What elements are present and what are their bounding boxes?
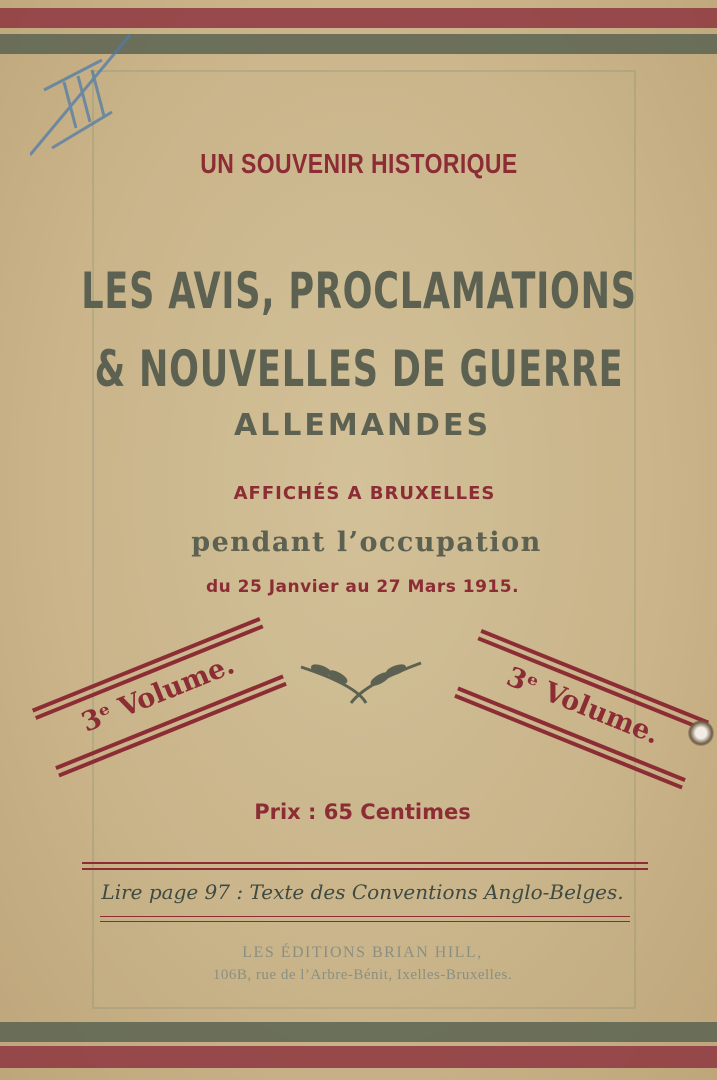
pencil-mark-icon	[30, 30, 140, 160]
rule-top-2	[82, 868, 648, 870]
publisher-name: LES ÉDITIONS BRIAN HILL,	[242, 944, 483, 961]
volume-label-right: 3ᵉ Volume.	[502, 661, 664, 751]
date-range: du 25 Janvier au 27 Mars 1915.	[205, 577, 520, 597]
volume-label-left: 3ᵉ Volume.	[77, 649, 239, 739]
pendant-subtitle: pendant l’occupation	[191, 527, 542, 558]
rule-bottom-1	[100, 916, 630, 917]
top-red-band	[0, 8, 717, 28]
price: Prix : 65 Centimes	[254, 800, 471, 824]
laurel-sprig-icon	[296, 655, 426, 710]
affiches-subtitle: AFFICHÉS A BRUXELLES	[233, 483, 496, 504]
bottom-red-band	[0, 1046, 717, 1068]
title-line-2: & NOUVELLES DE GUERRE	[94, 340, 624, 398]
conventions-note: Lire page 97 : Texte des Conventions Anglo-Belges.	[101, 880, 624, 904]
publisher-address: 106B, rue de l’Arbre-Bénit, Ixelles-Bruxelles.	[212, 967, 513, 983]
title-line-3: ALLEMANDES	[233, 408, 492, 443]
paper-damage-spot	[688, 720, 714, 746]
title-line-1: LES AVIS, PROCLAMATIONS	[81, 262, 637, 320]
rule-bottom-2	[100, 921, 630, 922]
bottom-green-band	[0, 1022, 717, 1042]
rule-top-1	[82, 862, 648, 864]
souvenir-heading: UN SOUVENIR HISTORIQUE	[200, 148, 518, 179]
